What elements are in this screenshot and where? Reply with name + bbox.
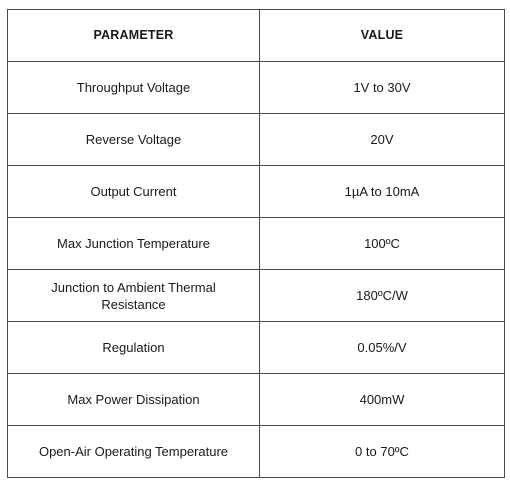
value-cell: 1µA to 10mA bbox=[260, 166, 505, 218]
parameter-cell: Throughput Voltage bbox=[8, 62, 260, 114]
table-row bbox=[8, 270, 505, 322]
table-row bbox=[8, 374, 505, 426]
table-row bbox=[8, 322, 505, 374]
table-header-row bbox=[8, 10, 505, 62]
parameter-cell: Regulation bbox=[8, 322, 260, 374]
parameter-cell: Junction to Ambient Thermal Resistance bbox=[8, 270, 260, 322]
value-cell: 20V bbox=[260, 114, 505, 166]
parameter-cell: Output Current bbox=[8, 166, 260, 218]
table-row bbox=[8, 218, 505, 270]
value-cell: 100ºC bbox=[260, 218, 505, 270]
value-cell: 180ºC/W bbox=[260, 270, 505, 322]
parameter-cell: Reverse Voltage bbox=[8, 114, 260, 166]
parameter-cell: Open-Air Operating Temperature bbox=[8, 426, 260, 478]
table-row bbox=[8, 166, 505, 218]
table-row bbox=[8, 426, 505, 478]
value-cell: 1V to 30V bbox=[260, 62, 505, 114]
table-row bbox=[8, 114, 505, 166]
parameter-cell: Max Junction Temperature bbox=[8, 218, 260, 270]
parameter-column-header: PARAMETER bbox=[8, 10, 260, 62]
table-row bbox=[8, 62, 505, 114]
parameter-cell: Max Power Dissipation bbox=[8, 374, 260, 426]
specifications-table bbox=[7, 9, 505, 478]
value-cell: 400mW bbox=[260, 374, 505, 426]
value-cell: 0 to 70ºC bbox=[260, 426, 505, 478]
value-cell: 0.05%/V bbox=[260, 322, 505, 374]
value-column-header: VALUE bbox=[260, 10, 505, 62]
